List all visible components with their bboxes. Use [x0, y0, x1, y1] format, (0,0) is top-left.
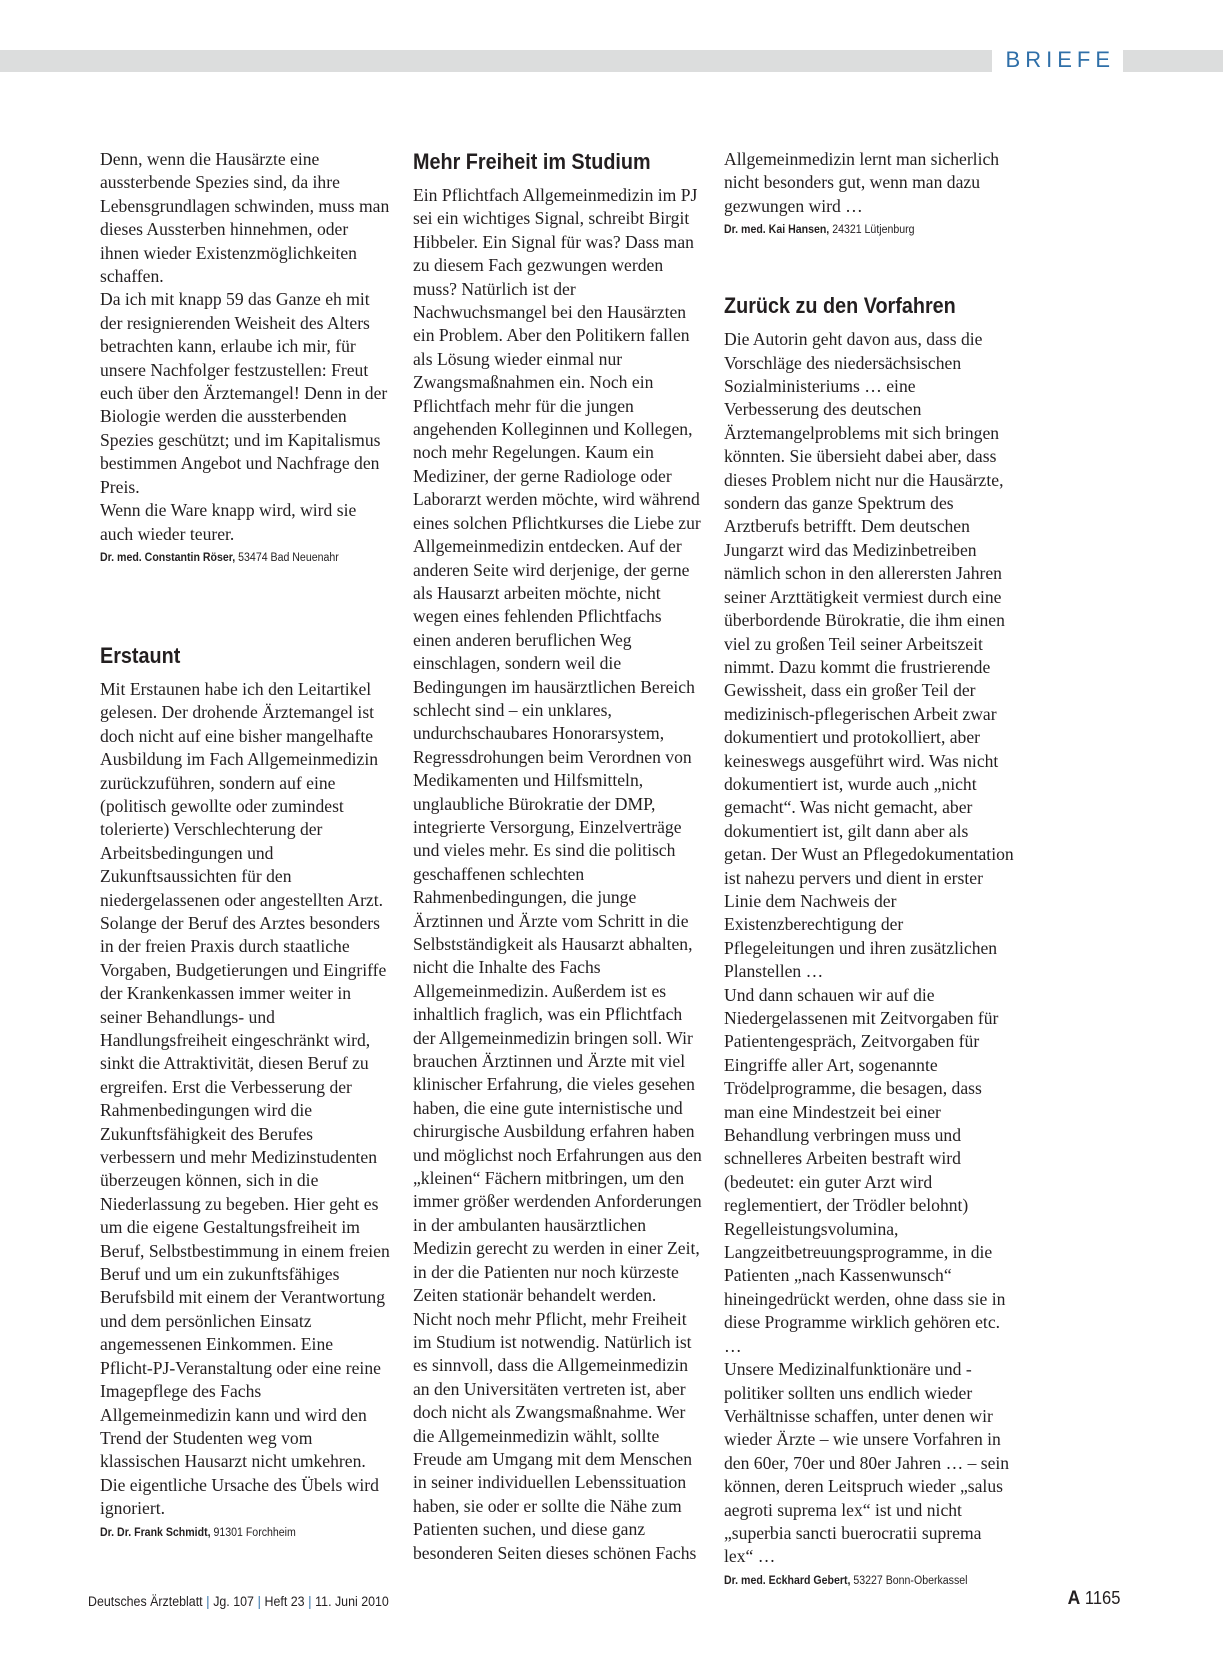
- signature-name: Dr. med. Eckhard Gebert,: [724, 1574, 851, 1587]
- letter-signature: [724, 1573, 991, 1589]
- letter-paragraph: Die Autorin geht davon aus, dass die Vorschläge des niedersächsischen Sozialministeriums … eine Verbesserung des deutschen Ärztemangelproblems mit sich bringen könnten. Sie übersieht dabei aber, dass dieses Problem nicht nur die Hausärzte, sondern das ganze Spektrum des Arztberufs betrifft. Dem deutschen Jungarzt wird das Medizinbetreiben nämlich schon in den allerersten Jahren seiner Arzttätigkeit vermiest durch eine überbordende Bürokratie, die ihm einen viel zu großen Teil seiner Arbeitszeit nimmt. Dazu kommt die frustrierende Gewissheit, dass ein großer Teil der medizinisch-pflegerischen Arbeit zwar dokumentiert und protokolliert, aber keineswegs ausgeführt wird. Was nicht dokumentiert ist, wurde auch „nicht gemacht“. Was nicht gemacht, aber dokumentiert ist, gilt dann aber als getan. Der Wust an Pflegedokumentation ist nahezu pervers und dient in erster Linie dem Nachweis der Existenzberechtigung der Pflegeleitungen und ihren zusätzlichen Planstellen …: [724, 329, 1014, 982]
- signature-name: Dr. med. Kai Hansen,: [724, 224, 830, 237]
- journal-name: Deutsches Ärzteblatt: [88, 1594, 203, 1609]
- letter-intro-paragraph: Denn, wenn die Hausärzte eine aussterbende Spezies sind, da ihre Lebensgrundlagen schwinden, muss man dieses Aussterben hinnehmen, oder ihnen wieder Existenzmöglichkeiten schaffen.: [100, 149, 390, 287]
- letter-paragraph: Ein Pflichtfach Allgemeinmedizin im PJ sei ein wichtiges Signal, schreibt Birgit Hibbeler. Ein Signal für was? Dass man zu diesem Fach gezwungen werden muss? Natürlich ist der Nachwuchsmangel bei den Hausärzten ein Problem. Aber den Politikern fallen als Lösung wieder einmal nur Zwangsmaßnahmen ein. Noch ein Pflichtfach mehr für die jungen angehenden Kolleginnen und Kollegen, noch mehr Regelungen. Kaum ein Mediziner, der gerne Radiologe oder Laborarzt werden möchte, wird während eines solchen Pflichtkurses die Liebe zur Allgemeinmedizin entdecken. Auf der anderen Seite wird derjenige, der gerne als Hausarzt arbeiten möchte, nicht wegen eines fehlenden Pflichtfachs einen anderen beruflichen Weg einschlagen, sondern weil die Bedingungen im hausärztlichen Bereich schlecht sind – ein unklares, undurchschaubares Honorarsystem, Regressdrohungen beim Verordnen von Medikamenten und Hilfsmitteln, unglaubliche Bürokratie der DMP, integrierte Versorgung, Einzelverträge und vieles mehr. Es sind die politisch geschaffenen schlechten Rahmenbedingungen, die junge Ärztinnen und Ärzte vom Schritt in die Selbstständigkeit als Hausarzt abhalten, nicht die Inhalte des Fachs Allgemeinmedizin. Außerdem ist es inhaltlich fraglich, was ein Pflichtfach der Allgemeinmedizin bringen soll. Wir brauchen Ärztinnen und Ärzte mit viel klinischer Erfahrung, die vieles gesehen haben, die eine gute internistische und chirurgische Ausbildung erfahren haben und möglichst noch Erfahrungen aus den „kleinen“ Fächern mitbringen, um den immer größer werdenden Anforderungen in der ambulanten hausärztlichen Medizin gerecht zu werden in einer Zeit, in der die Patienten nur noch kürzeste Zeiten stationär behandelt werden.: [413, 185, 702, 1306]
- footer-citation: [88, 1594, 389, 1609]
- letter-paragraph: Nicht noch mehr Pflicht, mehr Freiheit im Studium ist notwendig. Natürlich ist es sinnvoll, dass die Allgemeinmedizin an den Universitäten vertreten ist, aber doch nicht als Zwangsmaßnahme. Wer die Allgemeinmedizin wählt, sollte Freude am Umgang mit dem Menschen in seiner individuellen Lebenssituation haben, sie oder er sollte die Nähe zum Patienten suchen, und diese ganz besonderen Seiten dieses schönen Fachs: [413, 1308, 697, 1563]
- journal-issue: Heft 23: [264, 1594, 305, 1609]
- journal-volume: Jg. 107: [213, 1594, 254, 1609]
- column-2: [413, 148, 703, 1565]
- letter-signature: [100, 550, 367, 566]
- page-prefix: A: [1067, 1588, 1080, 1609]
- letter-heading: Erstaunt: [100, 642, 181, 668]
- letter-heading: Mehr Freiheit im Studium: [413, 149, 651, 174]
- signature-place: 91301 Forchheim: [210, 1526, 296, 1539]
- letter-signature: [724, 222, 991, 238]
- separator: |: [257, 1594, 261, 1609]
- letter-paragraph: Unsere Medizinalfunktionäre und -politiker sollten uns endlich wieder Verhältnisse schaffen, unter denen wir wieder Ärzte – wie unsere Vorfahren in den 60er, 70er und 80er Jahren … – sein können, deren Leitspruch wieder „salus aegroti suprema lex“ ist und nicht „superbia sancti buerocratii suprema lex“ …: [724, 1359, 1010, 1567]
- column-3: [724, 148, 1014, 1589]
- letter-paragraph: Und dann schauen wir auf die Niedergelassenen mit Zeitvorgaben für Patientengespräch, Zeitvorgaben für Eingriffe aller Art, sogenannte Trödelprogramme, die besagen, dass man eine Mindestzeit bei einer Behandlung verbringen muss und schnelleres Arbeiten bestraft wird (bedeutet: ein guter Arzt wird reglementiert, der Trödler belohnt) Regelleistungsvolumina, Langzeitbetreuungsprogramme, in die Patienten „nach Kassenwunsch“ hineingedrückt werden, ohne dass sie in diese Programme wirklich gehören etc. …: [724, 984, 1006, 1356]
- signature-name: Dr. Dr. Frank Schmidt,: [100, 1526, 211, 1539]
- signature-name: Dr. med. Constantin Röser,: [100, 551, 236, 564]
- letter-paragraph: Wenn die Ware knapp wird, wird sie auch wieder teurer.: [100, 500, 357, 544]
- page-number: [1067, 1588, 1120, 1610]
- section-label: BRIEFE: [992, 46, 1123, 74]
- column-1: [100, 148, 390, 1541]
- journal-date: 11. Juni 2010: [315, 1594, 389, 1609]
- signature-place: 53474 Bad Neuenahr: [235, 551, 339, 564]
- signature-place: 24321 Lütjenburg: [829, 224, 915, 237]
- letter-heading: Zurück zu den Vorfahren: [724, 293, 956, 319]
- signature-place: 53227 Bonn-Oberkassel: [850, 1574, 968, 1587]
- letter-paragraph: Mit Erstaunen habe ich den Leitartikel gelesen. Der drohende Ärztemangel ist doch nicht auf eine bisher mangelhafte Ausbildung im Fach Allgemeinmedizin zurückzuführen, sondern auf eine (politisch gewollte oder zumindest tolerierte) Verschlechterung der Arbeitsbedingungen und Zukunftsaussichten für den niedergelassenen oder angestellten Arzt. Solange der Beruf des Arztes besonders in der freien Praxis durch staatliche Vorgaben, Budgetierungen und Eingriffe der Krankenkassen immer weiter in seiner Behandlungs- und Handlungsfreiheit eingeschränkt wird, sinkt die Attraktivität, diesen Beruf zu ergreifen. Erst die Verbesserung der Rahmenbedingungen wird die Zukunftsfähigkeit des Berufes verbessern und mehr Medizinstudenten überzeugen können, sich in die Niederlassung zu begeben. Hier geht es um die eigene Gestaltungsfreiheit im Beruf, Selbstbestimmung in einem freien Beruf und um ein zukunftsfähiges Berufsbild mit einem der Verantwortung und dem persönlichen Einsatz angemessenen Einkommen. Eine Pflicht-PJ-Veranstaltung oder eine reine Imagepflege des Fachs Allgemeinmedizin kann und wird den Trend der Studenten weg vom klassischen Hausarzt nicht umkehren. Die eigentliche Ursache des Übels wird ignoriert.: [100, 678, 390, 1519]
- letter-paragraph: Allgemeinmedizin lernt man sicherlich nicht besonders gut, wenn man dazu gezwungen wird …: [724, 149, 1000, 216]
- page-number-value: 1165: [1084, 1588, 1120, 1608]
- separator: |: [308, 1594, 312, 1609]
- letter-paragraph: Da ich mit knapp 59 das Ganze eh mit der resignierenden Weisheit des Alters betrachten kann, erlaube ich mir, für unsere Nachfolger festzustellen: Freut euch über den Ärztemangel! Denn in der Biologie werden die aussterbenden Spezies geschützt; und im Kapitalismus bestimmen Angebot und Nachfrage den Preis.: [100, 289, 388, 497]
- letter-signature: [100, 1525, 367, 1541]
- separator: |: [206, 1594, 210, 1609]
